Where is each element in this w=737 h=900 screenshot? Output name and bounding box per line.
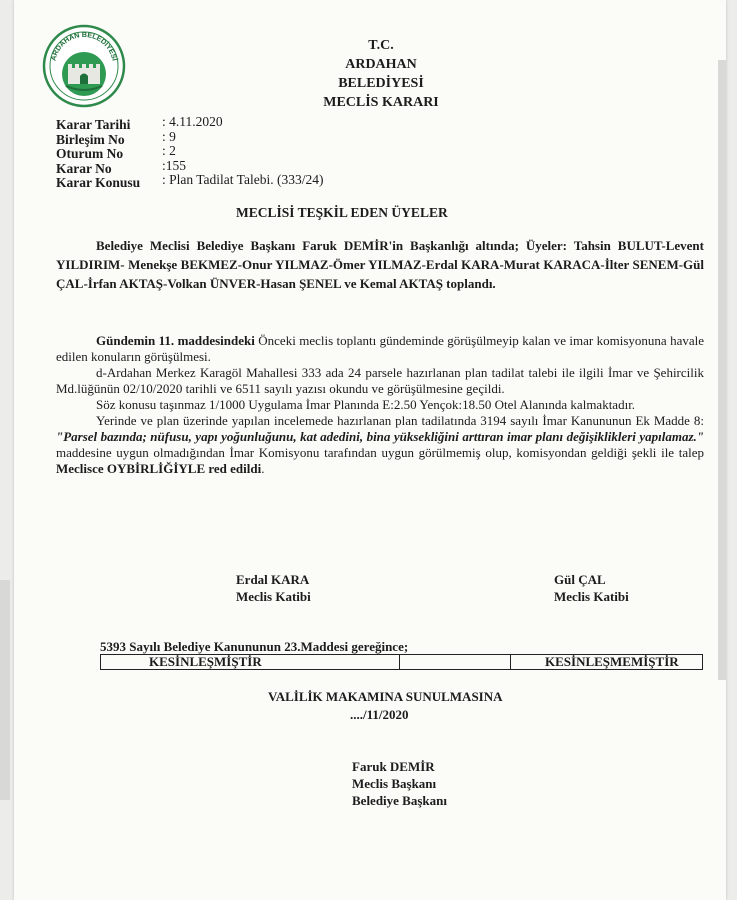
- agenda-item: Gündemin 11. maddesindeki: [96, 333, 255, 348]
- members-paragraph: [56, 236, 704, 293]
- decision-paragraph: [56, 413, 704, 477]
- info-label: Karar No: [56, 160, 112, 176]
- info-value: : 9: [162, 128, 176, 144]
- table-row: [101, 655, 703, 670]
- document-header: [314, 36, 448, 112]
- info-value: :155: [162, 157, 187, 173]
- law-quote: "Parsel bazında; nüfusu, yapı yoğunluğunu, kat adedini, bina yüksekliğini arttıran imar planı değişiklikleri yapılamaz.": [56, 429, 704, 444]
- info-label: Karar Konusu: [56, 175, 141, 190]
- seal-text: ARDAHAN BELEDİYESİ: [48, 29, 120, 62]
- decision-body: [56, 333, 704, 477]
- info-value: : Plan Tadilat Talebi. (333/24): [162, 172, 324, 187]
- signature-name: Erdal KARA: [236, 572, 310, 587]
- header-decision: MECLİS KARARI: [323, 95, 439, 110]
- law-reference: 5393 Sayılı Belediye Kanununun 23.Maddesi gereğince;: [100, 639, 409, 654]
- mayor-title-2: Belediye Başkanı: [352, 793, 447, 808]
- members-title: MECLİSİ TEŞKİL EDEN ÜYELER: [236, 205, 448, 220]
- ardahan-municipality-seal-icon: [42, 24, 126, 108]
- decision-text-a: Yerinde ve plan üzerinde yapılan incelemede hazırlanan plan tadilatında 3194 sayılı İmar Kanununun Ek Madde 8:: [96, 413, 704, 428]
- info-label: Oturum No: [56, 146, 124, 161]
- submission-text: VALİLİK MAKAMINA SUNULMASINA: [268, 689, 503, 704]
- info-value: : 2: [162, 143, 176, 158]
- request-paragraph: d-Ardahan Merkez Karagöl Mahallesi 333 ada 24 parsele hazırlanan plan tadilat talebi ile ilgili İmar ve Şehircilik Md.lüğünün 02/10/2020 tarihli ve 6511 sayılı yazısı okundu ve görüşülmesine geçildi.: [56, 365, 704, 396]
- page-edge: [0, 580, 10, 800]
- info-label: Karar Tarihi: [56, 117, 131, 132]
- info-value: : 4.11.2020: [162, 114, 223, 129]
- header-municipality: ARDAHAN BELEDİYESİ: [338, 57, 424, 91]
- signature-title: Meclis Katibi: [236, 589, 311, 604]
- signature-name: Gül ÇAL: [554, 572, 606, 587]
- mayor-title: Meclis Başkanı: [352, 776, 437, 791]
- document-page: [14, 0, 726, 900]
- members-text: Belediye Meclisi Belediye Başkanı Faruk DEMİR'in Başkanlığı altında; Üyeler: Tahsin BULUT-Levent YILDIRIM- Menekşe BEKMEZ-Onur YILMAZ-Ömer YILMAZ-Erdal KARA-Murat KARACA-İlter SENEM-Gül ÇAL-İrfan AKTAŞ-Volkan ÜNVER-Hasan ŞENEL ve Kemal AKTAŞ toplandı.: [56, 238, 704, 291]
- parcel-paragraph: Söz konusu taşınmaz 1/1000 Uygulama İmar Planında E:2.50 Yençok:18.50 Otel Alanında kalmaktadır.: [96, 397, 636, 412]
- signature-block: [554, 571, 629, 605]
- agenda-paragraph: [56, 333, 704, 365]
- finalization-table: [100, 654, 703, 670]
- signature-title: Meclis Katibi: [554, 589, 629, 604]
- decision-text-b: maddesine uygun olmadığından İmar Komisyonu tarafından uygun görülmemiş olup, komisyondan geldiği şekli ile talep: [56, 445, 704, 460]
- decision-end: .: [261, 461, 265, 476]
- header-tc: T.C.: [368, 38, 394, 53]
- status-finalized: KESİNLEŞMİŞTİR: [101, 655, 400, 670]
- status-not-finalized: KESİNLEŞMEMİŞTİR: [511, 655, 703, 670]
- info-label: Birleşim No: [56, 131, 125, 147]
- mayor-signature: [352, 758, 447, 809]
- table-gap: [400, 655, 511, 670]
- decision-result: Meclisce OYBİRLİĞİYLE red edildi: [56, 461, 262, 476]
- submission-date: ..../11/2020: [350, 707, 409, 722]
- page-edge: [718, 60, 726, 680]
- mayor-name: Faruk DEMİR: [352, 759, 435, 774]
- signature-block: [236, 571, 311, 605]
- agenda-text: Önceki meclis toplantı gündeminde görüşülmeyip kalan ve imar komisyonuna havale edilen konuların görüşülmesi.: [56, 333, 705, 364]
